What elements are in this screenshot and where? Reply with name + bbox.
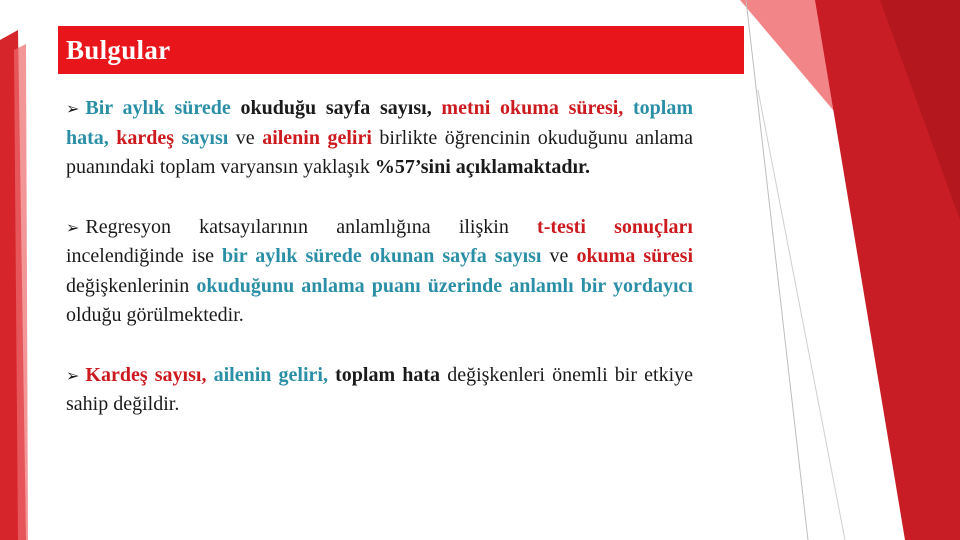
finding-paragraph-1 xyxy=(66,94,693,183)
text-run: bir aylık sürede okunan sayfa sayısı xyxy=(222,245,542,267)
text-run: sayısı xyxy=(174,126,229,149)
text-run: metni okuma süresi, xyxy=(441,97,624,119)
text-run: olduğu görülmektedir. xyxy=(66,304,244,326)
text-run: toplam hata, xyxy=(66,97,693,149)
text-run: değişkenleri önemli bir etkiye sahip değildir. xyxy=(66,363,693,415)
title-bar xyxy=(58,26,744,74)
text-run: ailenin geliri xyxy=(262,126,372,149)
text-run: değişkenlerinin xyxy=(66,274,197,297)
right-thin-line-2 xyxy=(758,90,845,540)
text-run: Kardeş sayısı, xyxy=(85,363,214,386)
text-run: Bir aylık sürede xyxy=(85,97,241,119)
text-run: toplam hata xyxy=(327,363,441,386)
text-run: ve xyxy=(541,245,577,267)
text-run: %57’sini açıklamaktadır. xyxy=(374,156,591,178)
slide-title: Bulgular xyxy=(66,35,171,65)
right-thin-line xyxy=(746,0,808,540)
text-run: t-testi sonuçları xyxy=(537,215,693,238)
text-run: okuduğunu anlama puanı üzerinde anlamlı bir yordayıcı xyxy=(196,274,693,297)
bullet-arrow-icon: ➢ xyxy=(66,217,80,237)
bullet-arrow-icon: ➢ xyxy=(66,99,80,118)
text-run: Regresyon katsayılarının anlamlığına ilişkin xyxy=(85,215,538,238)
text-run: kardeş xyxy=(116,126,175,149)
text-run: ailenin geliri, xyxy=(213,363,328,386)
text-run: okuma süresi xyxy=(576,245,694,267)
text-run: birlikte öğrencinin okuduğunu anlama puanındaki toplam varyansın yaklaşık xyxy=(66,126,693,178)
finding-paragraph-3 xyxy=(66,361,693,420)
finding-paragraph-2 xyxy=(66,213,693,331)
text-run: ve xyxy=(228,126,263,149)
slide-content xyxy=(66,94,693,450)
bullet-arrow-icon: ➢ xyxy=(66,365,80,385)
text-run: incelendiğinde ise xyxy=(66,245,223,267)
text-run: okuduğu sayfa sayısı, xyxy=(240,97,442,119)
